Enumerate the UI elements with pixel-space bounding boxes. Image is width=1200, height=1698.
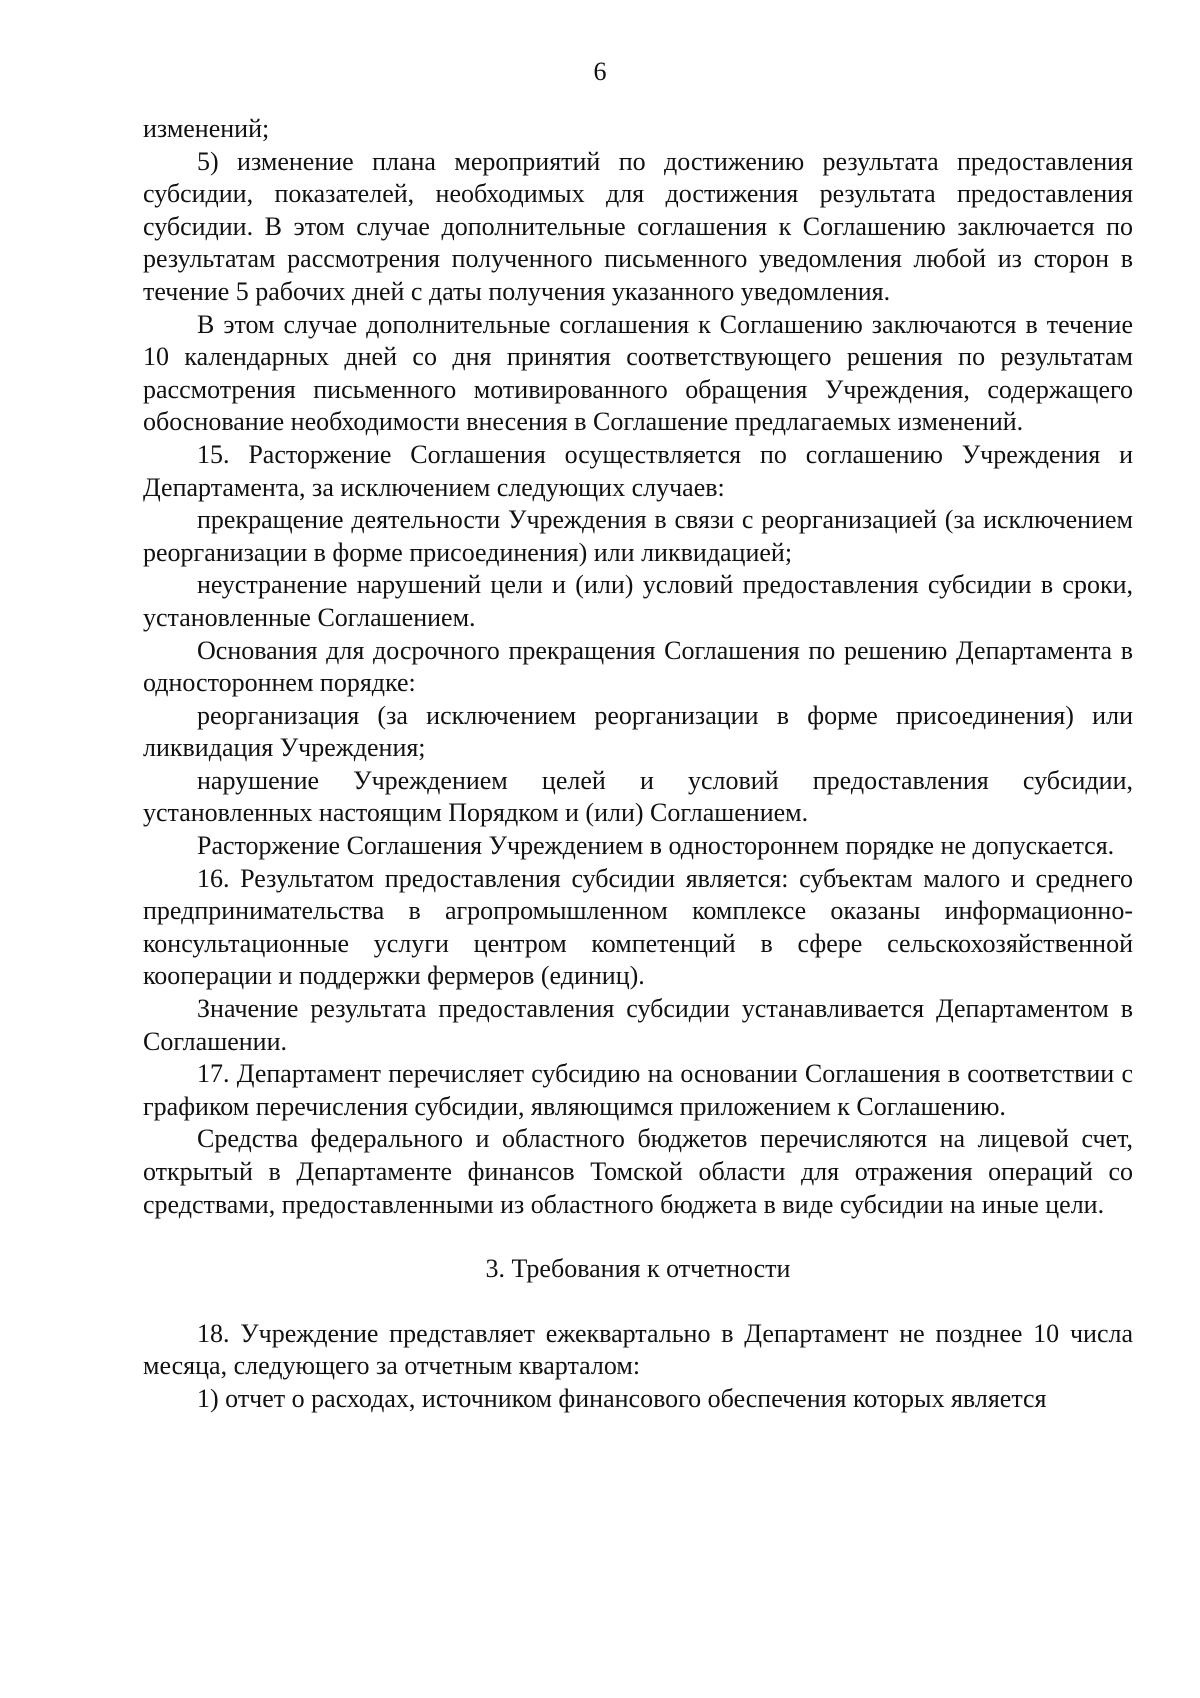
section-heading: 3. Требования к отчетности bbox=[485, 1254, 791, 1284]
paragraph-budget-funds: Средства федерального и областного бюджетов перечисляются на лицевой счет, открытый в Департаменте финансов Томской области для отражения операций со средствами, предоставленными из областного бюджета в виде субсидии на иные цели. bbox=[143, 1124, 1133, 1219]
paragraph-ground-reorganization: реорганизация (за исключением реорганизации в форме присоединения) или ликвидация Учреждения; bbox=[143, 700, 1133, 763]
paragraph-clause-15: 15. Расторжение Соглашения осуществляется по соглашению Учреждения и Департамента, за исключением следующих случаев: bbox=[143, 439, 1133, 502]
paragraph-supplementary-agreements: В этом случае дополнительные соглашения к Соглашению заключаются в течение 10 календарных дней со дня принятия соответствующего решения по результатам рассмотрения письменного мотивированного обращения Учреждения, содержащего обоснование необходимости внесения в Соглашение предлагаемых изменений. bbox=[143, 309, 1133, 437]
paragraph-early-termination-grounds: Основания для досрочного прекращения Соглашения по решению Департамента в одностороннем порядке: bbox=[143, 635, 1133, 698]
paragraph-termination-reorganization: прекращение деятельности Учреждения в связи с реорганизацией (за исключением реорганизации в форме присоединения) или ликвидацией; bbox=[143, 505, 1133, 567]
document-body bbox=[143, 113, 1133, 1416]
paragraph-result-value: Значение результата предоставления субсидии устанавливается Департаментом в Соглашении. bbox=[143, 994, 1133, 1056]
paragraph-clause-17: 17. Департамент перечисляет субсидию на основании Соглашения в соответствии с графиком перечисления субсидии, являющимся приложением к Соглашению. bbox=[143, 1059, 1133, 1121]
paragraph-ground-violation: нарушение Учреждением целей и условий предоставления субсидии, установленных настоящим Порядком и (или) Соглашением. bbox=[143, 765, 1133, 828]
paragraph-item-5: 5) изменение плана мероприятий по достижению результата предоставления субсидии, показателей, необходимых для достижения результата предоставления субсидии. В этом случае дополнительные соглашения к Соглашению заключается по результатам рассмотрения полученного письменного уведомления любой из сторон в течение 5 рабочих дней с даты получения указанного уведомления. bbox=[143, 146, 1133, 306]
page-number: 6 bbox=[593, 57, 607, 86]
paragraph-item-1: 1) отчет о расходах, источником финансового обеспечения которых является bbox=[197, 1383, 1047, 1413]
paragraph-continuation: изменений; bbox=[143, 114, 270, 143]
paragraph-clause-18: 18. Учреждение представляет ежеквартально в Департамент не позднее 10 числа месяца, следующего за отчетным кварталом: bbox=[143, 1318, 1133, 1381]
paragraph-unilateral-termination: Расторжение Соглашения Учреждением в одностороннем порядке не допускается. bbox=[197, 831, 1115, 861]
paragraph-clause-16: 16. Результатом предоставления субсидии является: субъектам малого и среднего предпринимательства в агропромышленном комплексе оказаны информационно-консультационные услуги центром компетенций в сфере сельскохозяйственной кооперации и поддержки фермеров (единиц). bbox=[143, 863, 1133, 991]
paragraph-termination-violations: неустранение нарушений цели и (или) условий предоставления субсидии в сроки, установленные Соглашением. bbox=[143, 570, 1133, 632]
